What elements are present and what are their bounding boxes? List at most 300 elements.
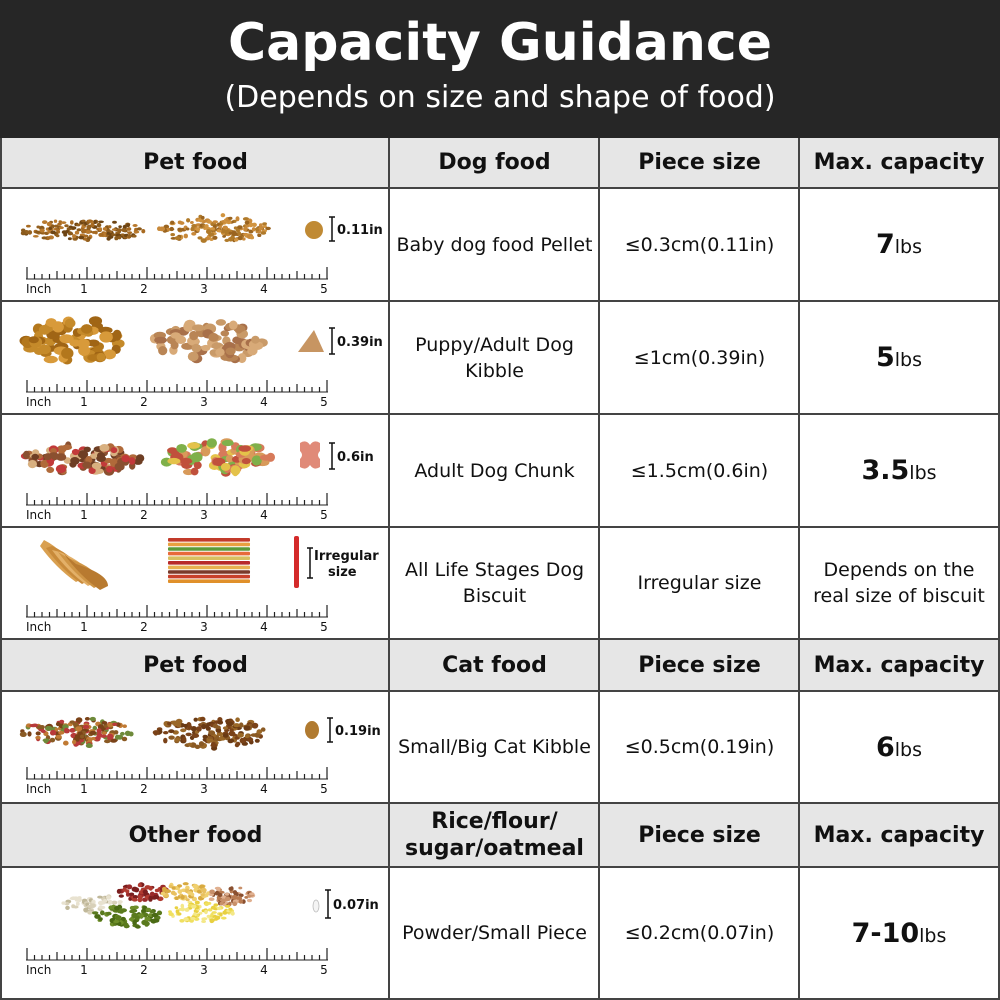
food-piece bbox=[95, 736, 101, 740]
ruler bbox=[26, 380, 328, 409]
food-piece bbox=[44, 356, 58, 363]
food-piece bbox=[210, 913, 213, 917]
header-cat-food: Cat food bbox=[388, 640, 599, 690]
food-piece bbox=[209, 897, 215, 901]
food-piece bbox=[27, 731, 31, 736]
food-piece bbox=[36, 731, 41, 735]
food-piece bbox=[257, 233, 261, 237]
food-piece bbox=[63, 233, 67, 237]
food-piece bbox=[106, 912, 111, 916]
food-piece bbox=[135, 915, 140, 920]
food-piece bbox=[75, 231, 79, 235]
food-piece bbox=[117, 889, 122, 894]
food-piece bbox=[184, 917, 189, 921]
food-piece bbox=[168, 543, 250, 547]
food-piece bbox=[65, 728, 70, 733]
food-piece bbox=[168, 575, 250, 579]
food-type: Small/Big Cat Kibble bbox=[388, 692, 599, 802]
food-piece bbox=[90, 731, 97, 735]
capacity-value: 7 bbox=[875, 229, 895, 260]
ruler-number: 2 bbox=[140, 508, 148, 522]
table-header-row bbox=[0, 640, 1000, 692]
food-piece bbox=[237, 733, 244, 738]
food-piece bbox=[220, 902, 224, 906]
table-header-row bbox=[0, 804, 1000, 868]
food-piece bbox=[247, 346, 257, 355]
food-piece bbox=[168, 570, 250, 574]
food-type: Powder/Small Piece bbox=[388, 868, 599, 998]
food-sample bbox=[305, 721, 319, 739]
food-piece bbox=[192, 734, 199, 738]
size-marker bbox=[329, 217, 383, 241]
food-piece bbox=[97, 353, 106, 362]
piece-size: ≤1.5cm(0.6in) bbox=[598, 415, 799, 526]
table-row bbox=[0, 415, 1000, 528]
food-piece bbox=[47, 222, 52, 226]
food-piece bbox=[201, 216, 205, 220]
food-piece bbox=[56, 234, 60, 237]
food-piece bbox=[259, 227, 264, 231]
food-piece bbox=[88, 737, 93, 741]
food-piece bbox=[36, 226, 40, 229]
food-piece bbox=[150, 892, 155, 897]
food-piece bbox=[215, 887, 221, 890]
food-piece bbox=[132, 235, 136, 238]
food-piece bbox=[97, 452, 105, 460]
food-piece bbox=[208, 232, 214, 237]
food-piece bbox=[185, 908, 190, 912]
food-image-cell bbox=[0, 692, 389, 802]
ruler-number: 5 bbox=[320, 620, 328, 634]
table-row bbox=[0, 528, 1000, 640]
food-piece bbox=[206, 739, 213, 743]
food-piece bbox=[168, 547, 250, 551]
ruler-number: 1 bbox=[80, 620, 88, 634]
food-piece bbox=[157, 226, 161, 231]
food-piece bbox=[152, 919, 159, 923]
food-piece bbox=[226, 348, 236, 356]
food-piece bbox=[82, 462, 91, 469]
food-piece bbox=[217, 720, 223, 724]
food-piece bbox=[233, 890, 237, 894]
food-piece bbox=[174, 738, 180, 743]
food-piece bbox=[262, 222, 267, 225]
piece-size: ≤0.3cm(0.11in) bbox=[598, 189, 799, 300]
size-label: 0.11in bbox=[337, 223, 383, 238]
food-pile bbox=[209, 886, 256, 906]
food-piece bbox=[257, 729, 263, 734]
food-piece bbox=[80, 735, 84, 739]
size-label: 0.19in bbox=[335, 724, 381, 739]
ruler-unit-label: Inch bbox=[26, 963, 52, 977]
food-piece bbox=[58, 731, 64, 735]
ruler-number: 2 bbox=[140, 620, 148, 634]
food-piece bbox=[173, 892, 177, 895]
food-piece bbox=[259, 223, 263, 227]
food-piece bbox=[252, 227, 256, 231]
food-piece bbox=[188, 743, 193, 747]
food-piece bbox=[207, 438, 217, 448]
food-illustration bbox=[2, 868, 390, 998]
food-piece bbox=[218, 225, 222, 228]
page-header bbox=[0, 0, 1000, 138]
food-sample bbox=[294, 536, 299, 588]
food-piece bbox=[63, 741, 69, 746]
food-piece bbox=[103, 899, 107, 903]
food-piece bbox=[70, 728, 76, 733]
food-piece bbox=[62, 445, 72, 451]
food-piece bbox=[183, 882, 189, 885]
food-piece bbox=[227, 721, 234, 726]
food-piece bbox=[168, 729, 174, 733]
food-piece bbox=[59, 720, 64, 724]
food-piece bbox=[97, 223, 102, 227]
food-piece bbox=[57, 223, 62, 226]
size-marker bbox=[329, 443, 374, 469]
food-sample bbox=[305, 221, 323, 239]
food-piece bbox=[172, 886, 176, 889]
food-piece bbox=[191, 227, 195, 231]
food-piece bbox=[51, 231, 56, 235]
food-piece bbox=[83, 725, 90, 729]
food-piece bbox=[119, 910, 124, 914]
ruler-unit-label: Inch bbox=[26, 282, 52, 296]
size-label: 0.6in bbox=[337, 450, 374, 465]
food-piece bbox=[234, 238, 239, 242]
food-piece bbox=[208, 333, 218, 342]
food-piece bbox=[110, 458, 117, 463]
header-dog-food: Dog food bbox=[388, 138, 599, 187]
food-piece bbox=[215, 348, 224, 356]
food-piece bbox=[229, 321, 238, 330]
food-piece bbox=[155, 895, 159, 900]
food-piece bbox=[56, 465, 66, 473]
food-piece bbox=[194, 718, 198, 722]
food-piece bbox=[224, 239, 229, 242]
food-piece bbox=[229, 887, 234, 891]
food-piece bbox=[242, 458, 251, 464]
food-piece bbox=[77, 228, 82, 231]
food-piece bbox=[249, 892, 254, 895]
food-piece bbox=[29, 336, 39, 343]
food-pile bbox=[20, 717, 134, 748]
capacity-value: 6 bbox=[875, 731, 895, 763]
piece-size: Irregular size bbox=[598, 528, 799, 638]
food-piece bbox=[177, 228, 181, 232]
food-piece bbox=[39, 325, 51, 335]
food-image-cell bbox=[0, 189, 389, 300]
ruler bbox=[26, 767, 328, 796]
food-sample bbox=[313, 900, 319, 912]
food-piece bbox=[216, 319, 226, 326]
ruler-unit-label: Inch bbox=[26, 395, 52, 409]
food-piece bbox=[145, 917, 151, 921]
food-piece bbox=[238, 887, 242, 890]
food-piece bbox=[122, 887, 126, 892]
header-rice-flour: Rice/flour/ sugar/oatmeal bbox=[388, 804, 599, 866]
max-capacity bbox=[798, 189, 1000, 300]
food-piece bbox=[229, 728, 234, 732]
food-pile bbox=[153, 717, 266, 751]
ruler-unit-label: Inch bbox=[26, 508, 52, 522]
food-piece bbox=[191, 893, 195, 897]
food-piece bbox=[186, 733, 192, 737]
food-piece bbox=[203, 725, 209, 729]
food-piece bbox=[250, 236, 254, 240]
food-piece bbox=[189, 331, 198, 340]
food-piece bbox=[126, 223, 130, 227]
food-piece bbox=[26, 225, 31, 228]
ruler-number: 2 bbox=[140, 782, 148, 796]
food-piece bbox=[129, 893, 134, 896]
food-piece bbox=[23, 231, 26, 235]
food-piece bbox=[222, 440, 234, 446]
food-piece bbox=[192, 884, 198, 888]
size-marker bbox=[329, 328, 383, 354]
food-piece bbox=[64, 224, 68, 227]
table-header-row bbox=[0, 138, 1000, 189]
food-piece bbox=[187, 442, 200, 449]
food-piece bbox=[129, 732, 134, 737]
food-sample bbox=[298, 330, 324, 352]
food-illustration bbox=[2, 302, 390, 413]
food-piece bbox=[94, 914, 101, 919]
capacity-value: 7-10 bbox=[851, 917, 920, 949]
food-piece bbox=[200, 893, 204, 896]
food-piece bbox=[181, 907, 185, 911]
food-piece bbox=[158, 346, 167, 355]
max-capacity: Depends on the real size of biscuit bbox=[798, 528, 1000, 638]
header-pet-food: Pet food bbox=[0, 138, 389, 187]
food-piece bbox=[76, 902, 80, 906]
food-piece bbox=[138, 883, 142, 887]
food-piece bbox=[146, 908, 152, 912]
food-piece bbox=[138, 895, 143, 900]
food-piece bbox=[132, 909, 138, 913]
food-piece bbox=[99, 331, 113, 342]
food-piece bbox=[247, 737, 253, 741]
food-piece bbox=[161, 892, 166, 896]
food-piece bbox=[168, 561, 250, 565]
food-piece bbox=[168, 538, 250, 542]
header-pet-food: Pet food bbox=[0, 640, 389, 690]
food-piece bbox=[168, 556, 250, 560]
food-piece bbox=[181, 895, 185, 900]
food-piece bbox=[154, 337, 167, 344]
food-piece bbox=[252, 723, 259, 729]
food-piece bbox=[201, 920, 206, 923]
food-piece bbox=[178, 221, 182, 225]
food-piece bbox=[208, 731, 215, 736]
size-label: size bbox=[328, 565, 357, 580]
food-piece bbox=[186, 898, 190, 901]
food-piece bbox=[223, 733, 229, 738]
food-piece bbox=[113, 920, 119, 923]
food-piece bbox=[122, 724, 127, 728]
food-piece bbox=[186, 218, 190, 222]
table-row bbox=[0, 189, 1000, 302]
food-piece bbox=[137, 227, 142, 230]
page-subtitle: (Depends on size and shape of food) bbox=[224, 80, 776, 115]
food-piece bbox=[40, 229, 45, 233]
food-piece bbox=[118, 225, 122, 228]
food-piece bbox=[108, 225, 111, 228]
piece-size: ≤0.5cm(0.19in) bbox=[598, 692, 799, 802]
piece-size: ≤1cm(0.39in) bbox=[598, 302, 799, 413]
food-piece bbox=[100, 906, 106, 909]
food-piece bbox=[100, 910, 105, 915]
food-piece bbox=[90, 717, 96, 721]
ruler-number: 2 bbox=[140, 963, 148, 977]
food-piece bbox=[211, 742, 216, 748]
food-piece bbox=[87, 743, 92, 747]
food-piece bbox=[112, 228, 117, 231]
food-piece bbox=[97, 728, 102, 733]
header-max-capacity: Max. capacity bbox=[798, 640, 1000, 690]
food-piece bbox=[201, 345, 210, 351]
food-piece bbox=[182, 737, 186, 743]
food-piece bbox=[61, 348, 73, 359]
food-piece bbox=[35, 231, 40, 234]
food-piece bbox=[107, 232, 110, 235]
food-piece bbox=[141, 229, 145, 233]
food-piece bbox=[213, 724, 218, 729]
food-piece bbox=[123, 923, 128, 929]
food-piece bbox=[168, 566, 250, 570]
food-piece bbox=[221, 463, 230, 471]
ruler-number: 1 bbox=[80, 963, 88, 977]
food-piece bbox=[144, 921, 150, 926]
food-piece bbox=[112, 221, 117, 224]
food-piece bbox=[87, 237, 91, 241]
ruler bbox=[26, 267, 328, 296]
food-piece bbox=[167, 458, 180, 464]
food-piece bbox=[192, 324, 205, 331]
ruler bbox=[26, 948, 328, 977]
food-piece bbox=[92, 911, 98, 914]
food-illustration bbox=[2, 528, 390, 638]
food-piece bbox=[238, 445, 251, 452]
food-pile bbox=[20, 316, 125, 364]
food-piece bbox=[42, 220, 47, 224]
ruler-number: 3 bbox=[200, 620, 208, 634]
food-piece bbox=[113, 330, 122, 341]
food-piece bbox=[204, 910, 208, 914]
ruler-number: 5 bbox=[320, 782, 328, 796]
food-piece bbox=[114, 236, 118, 240]
food-piece bbox=[214, 903, 219, 906]
food-piece bbox=[112, 723, 117, 726]
food-piece bbox=[107, 734, 113, 740]
food-piece bbox=[114, 730, 119, 734]
ruler-number: 1 bbox=[80, 508, 88, 522]
ruler-number: 4 bbox=[260, 620, 268, 634]
food-piece bbox=[92, 231, 98, 234]
food-piece bbox=[191, 232, 196, 236]
food-piece bbox=[77, 339, 89, 349]
food-piece bbox=[103, 227, 107, 231]
food-piece bbox=[85, 717, 90, 721]
food-piece bbox=[168, 579, 250, 583]
food-piece bbox=[111, 447, 118, 453]
capacity-unit: lbs bbox=[919, 924, 947, 947]
food-piece bbox=[228, 739, 234, 744]
food-piece bbox=[87, 910, 93, 914]
food-piece bbox=[46, 467, 54, 473]
food-piece bbox=[187, 725, 192, 730]
food-piece bbox=[132, 898, 138, 902]
ruler-number: 4 bbox=[260, 508, 268, 522]
food-piece bbox=[143, 890, 148, 894]
food-piece bbox=[223, 726, 228, 729]
food-piece bbox=[68, 231, 73, 235]
food-piece bbox=[265, 227, 271, 230]
food-piece bbox=[115, 463, 125, 471]
ruler-number: 3 bbox=[200, 282, 208, 296]
food-piece bbox=[196, 726, 202, 732]
food-piece bbox=[167, 722, 171, 725]
food-piece bbox=[145, 885, 151, 889]
food-piece bbox=[39, 345, 51, 355]
food-type: Puppy/Adult Dog Kibble bbox=[388, 302, 599, 413]
food-piece bbox=[81, 324, 92, 334]
food-image-cell bbox=[0, 415, 389, 526]
food-piece bbox=[231, 465, 241, 475]
food-piece bbox=[99, 444, 109, 452]
food-illustration bbox=[2, 189, 390, 300]
capacity-unit: lbs bbox=[894, 738, 923, 761]
piece-size: ≤0.2cm(0.07in) bbox=[598, 868, 799, 998]
food-piece bbox=[23, 451, 30, 459]
food-piece bbox=[92, 462, 102, 469]
food-piece bbox=[247, 899, 252, 902]
food-piece bbox=[203, 735, 208, 739]
food-piece bbox=[190, 221, 194, 224]
food-piece bbox=[100, 734, 107, 738]
food-piece bbox=[50, 730, 56, 736]
food-piece bbox=[102, 731, 107, 734]
food-image-cell bbox=[0, 302, 389, 413]
ruler-number: 4 bbox=[260, 963, 268, 977]
food-piece bbox=[225, 905, 230, 908]
food-piece bbox=[190, 917, 195, 920]
food-piece bbox=[106, 466, 113, 473]
size-label: 0.07in bbox=[333, 898, 379, 913]
food-piece bbox=[44, 739, 48, 744]
food-image-cell bbox=[0, 528, 389, 638]
food-piece bbox=[31, 454, 39, 460]
food-sample bbox=[300, 441, 320, 468]
food-piece bbox=[235, 717, 240, 722]
food-piece bbox=[76, 717, 83, 723]
food-piece bbox=[114, 906, 120, 910]
food-piece bbox=[157, 911, 162, 916]
food-piece bbox=[212, 220, 218, 223]
food-piece bbox=[99, 227, 103, 231]
food-piece bbox=[106, 895, 111, 899]
food-piece bbox=[241, 738, 247, 743]
ruler-number: 4 bbox=[260, 782, 268, 796]
food-piece bbox=[76, 224, 80, 227]
food-piece bbox=[221, 330, 230, 336]
ruler-number: 4 bbox=[260, 395, 268, 409]
food-piece bbox=[108, 235, 113, 239]
food-piece bbox=[209, 890, 215, 895]
food-piece bbox=[219, 912, 223, 916]
table-row bbox=[0, 302, 1000, 415]
capacity-value: 5 bbox=[875, 342, 895, 373]
food-piece bbox=[191, 452, 203, 462]
